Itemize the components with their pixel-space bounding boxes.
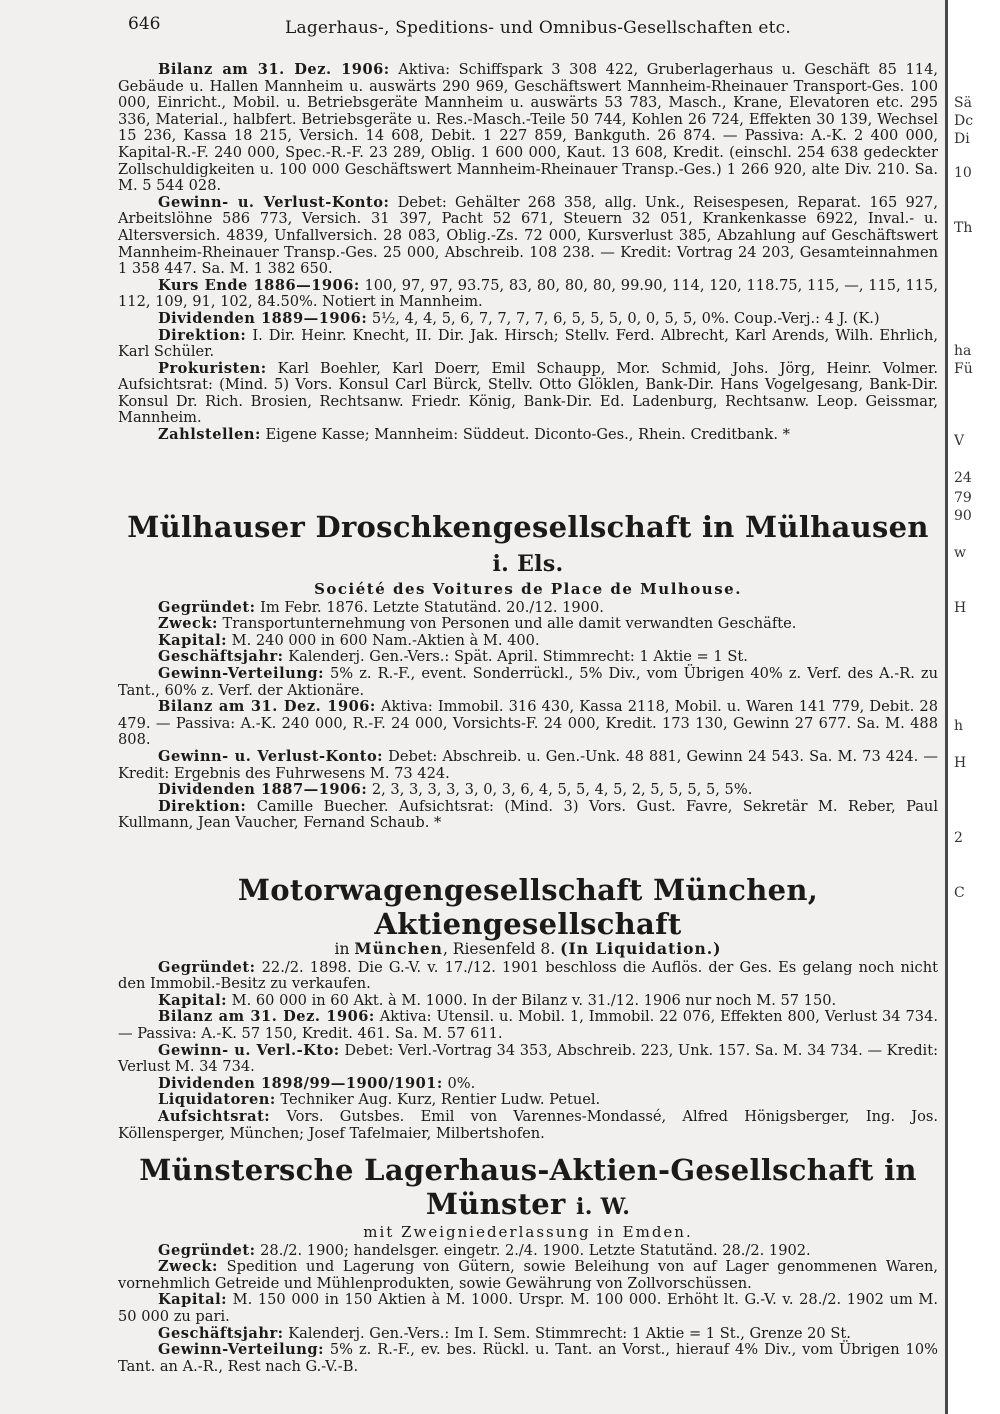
paragraph-text: Vors. Gutsbes. Emil von Varennes-Mondassé, Alfred Hönigsberger, Ing. Jos. Köllensperger, München; Josef Tafelmaier, Milbertshofen. [118,1107,938,1142]
margin-fragment: 79 [954,490,972,506]
margin-fragment: 2 [954,830,963,846]
entry-paragraph [118,666,938,699]
entry-paragraph [118,699,938,749]
paragraph-label: Gewinn- u. Verl.-Kto: [158,1041,340,1059]
entry-paragraph [118,1109,938,1142]
entry-paragraph [118,1092,938,1109]
company-subtitle: Société des Voitures de Place de Mulhouse. [314,580,742,598]
entry-paragraph [118,1043,938,1076]
paragraph-label: Liquidatoren: [158,1091,276,1109]
margin-fragment: 24 [954,470,972,486]
paragraph-label: Zweck: [158,615,218,633]
entry-paragraph [118,195,938,278]
paragraph-label: Bilanz am 31. Dez. 1906: [158,1008,375,1026]
page-binding-edge [945,0,948,1414]
paragraph-text: Debet: Gehälter 268 358, allg. Unk., Reisespesen, Reparat. 165 927, Arbeitslöhne 586 773, Versich. 31 397, Pacht 52 671, Steuern 32 051, Krankenkasse 6922, Inval.- u. Altersversich. 4839, Unfallversich. 28 083, Oblig.-Zs. 72 000, Kursverlust 385, Abzahlung auf Geschäftswert Mannheim-Rheinauer Transp.-Ges. 25 000, Abschreib. 108 238. — Kredit: Vortrag 24 203, Gesamteinnahmen 1 358 447. Sa. M. 1 382 650. [118,193,938,278]
margin-fragment: V [954,433,965,449]
margin-fragment: h [954,718,964,734]
paragraph-text: 2, 3, 3, 3, 3, 3, 0, 3, 6, 4, 5, 5, 4, 5, 2, 5, 5, 5, 5, 5%. [367,781,753,799]
paragraph-text: M. 240 000 in 600 Nam.-Aktien à M. 400. [227,631,540,649]
entry-paragraph [118,1259,938,1292]
paragraph-label: Gewinn- u. Verlust-Konto: [158,747,384,765]
entry-paragraph [118,600,938,617]
entry-muenstersche-lagerhaus [118,1153,938,1375]
entry-paragraph [118,960,938,993]
paragraph-text: M. 60 000 in 60 Akt. à M. 1000. In der Bilanz v. 31./12. 1906 nur noch M. 57 150. [227,991,837,1009]
entry-paragraph [118,633,938,650]
paragraph-label: Gegründet: [158,598,256,616]
paragraph-text: Debet: Abschreib. u. Gen.-Unk. 48 881, Gewinn 24 543. Sa. M. 73 424. — Kredit: Ergebnis des Fuhrwesens M. 73 424. [118,747,938,782]
company-title: Mülhauser Droschkengesellschaft in Mülhausen i. Els. [127,510,929,577]
running-title: Lagerhaus-, Speditions- und Omnibus-Gesellschaften etc. [285,18,791,38]
paragraph-label: Aufsichtsrat: [158,1107,271,1125]
margin-fragment: Th [954,220,973,236]
paragraph-label: Kapital: [158,1291,228,1309]
paragraph-text: Eigene Kasse; Mannheim: Süddeut. Diconto-Ges., Rhein. Creditbank. * [260,426,790,444]
paragraph-text: Aktiva: Immobil. 316 430, Kassa 2118, Mobil. u. Waren 141 779, Debit. 28 479. — Passiva: A.-K. 240 000, R.-F. 24 000, Vorsichts-F. 24 000, Kredit. 173 130, Gewinn 27 677. Sa. M. 488 808. [118,698,938,749]
margin-fragment: Sä [954,95,972,111]
paragraph-label: Gewinn- u. Verlust-Konto: [158,193,390,211]
paragraph-text: 5½, 4, 4, 5, 6, 7, 7, 7, 7, 6, 5, 5, 5, 0, 0, 5, 5, 0%. Coup.-Verj.: 4 J. (K.) [367,309,880,327]
entry-paragraph [118,782,938,799]
margin-fragment: C [954,885,965,901]
paragraph-label: Kurs Ende 1886—1906: [158,276,360,294]
margin-fragment: 10 [954,165,972,181]
entry-muelhauser-droschken [118,510,938,832]
company-subtitle: mit Zweigniederlassung in Emden. [363,1223,693,1241]
entry-paragraph [118,749,938,782]
entry-paragraph [118,62,938,195]
paragraph-text: 22./2. 1898. Die G.-V. v. 17./12. 1901 beschloss die Auflös. der Ges. Es gelang noch nicht den Immobil.-Besitz zu verkaufen. [118,958,938,993]
paragraph-label: Bilanz am 31. Dez. 1906: [158,698,376,716]
margin-fragment: Fü [954,361,973,377]
paragraph-label: Gewinn-Verteilung: [158,664,324,682]
entry-paragraph [118,1342,938,1375]
paragraph-label: Bilanz am 31. Dez. 1906: [158,61,390,78]
margin-fragment: w [954,545,966,561]
entry-paragraph [118,993,938,1010]
margin-fragment: H [954,755,967,771]
entry-paragraph [118,1292,938,1325]
paragraph-label: Zahlstellen: [158,426,261,444]
entry-paragraph [118,1009,938,1042]
adjacent-page-margin [948,0,1000,1414]
page-number: 646 [128,14,161,34]
paragraph-text: Kalenderj. Gen.-Vers.: Spät. April. Stimmrecht: 1 Aktie = 1 St. [283,648,748,666]
entry-paragraph [118,361,938,427]
entry-paragraph [118,616,938,633]
entry-paragraph [118,1326,938,1343]
paragraph-text: M. 150 000 in 150 Aktien à M. 1000. Urspr. M. 100 000. Erhöht lt. G.-V. v. 28./2. 1902 um M. 50 000 zu pari. [118,1291,938,1325]
entry-paragraph [118,1076,938,1093]
paragraph-label: Prokuristen: [158,359,267,377]
paragraph-text: 100, 97, 97, 93.75, 83, 80, 80, 80, 99.90, 114, 120, 118.75, 115, —, 115, 115, 112, 109, 91, 102, 84.50%. Notiert in Mannheim. [118,276,938,311]
company-title: Münstersche Lagerhaus-Aktien-Gesellschaft in Münster i. W. [139,1153,917,1221]
paragraph-label: Dividenden 1898/99—1900/1901: [158,1074,443,1092]
entry-paragraph [118,427,938,444]
company-subtitle: in München, Riesenfeld 8. (In Liquidation.) [334,939,722,958]
paragraph-label: Direktion: [158,797,247,815]
entry-continued [118,62,938,444]
paragraph-text: Transportunternehmung von Personen und alle damit verwandten Geschäfte. [217,615,797,633]
paragraph-text: 0%. [442,1074,476,1092]
paragraph-text: I. Dir. Heinr. Knecht, II. Dir. Jak. Hirsch; Stellv. Ferd. Albrecht, Karl Arends, Wilh. Ehrlich, Karl Schüler. [118,326,938,361]
company-title: Motorwagengesellschaft München, Aktiengesellschaft [237,873,819,941]
paragraph-label: Kapital: [158,631,228,649]
paragraph-label: Gegründet: [158,1241,256,1259]
paragraph-label: Dividenden 1887—1906: [158,781,368,799]
entry-paragraph [118,1243,938,1260]
paragraph-text: 28./2. 1900; handelsger. eingetr. 2./4. 1900. Letzte Statutänd. 28./2. 1902. [255,1241,811,1259]
paragraph-label: Direktion: [158,326,247,344]
paragraph-label: Geschäftsjahr: [158,648,284,666]
paragraph-label: Zweck: [158,1258,218,1276]
paragraph-text: Karl Boehler, Karl Doerr, Emil Schaupp, Mor. Schmid, Johs. Jörg, Heinr. Volmer. Aufsichtsrat: (Mind. 5) Vors. Konsul Carl Bürck, Stellv. Otto Glöklen, Bank-Dir. Hans Vogelgesang, Bank-Dir. Konsul Dr. Rich. Brosien, Rechtsanw. Friedr. König, Bank-Dir. Ed. Ladenburg, Rechtsanw. Leop. Geissmar, Mannheim. [118,359,938,427]
entry-paragraph [118,799,938,832]
paragraph-label: Geschäftsjahr: [158,1324,284,1342]
paragraph-text: Im Febr. 1876. Letzte Statutänd. 20./12. 1900. [255,598,604,616]
paragraph-label: Gewinn-Verteilung: [158,1341,324,1359]
paragraph-label: Dividenden 1889—1906: [158,309,368,327]
margin-fragment: 90 [954,508,972,524]
paragraph-label: Kapital: [158,991,228,1009]
paragraph-text: Aktiva: Schiffspark 3 308 422, Gruberlagerhaus u. Geschäft 85 114, Gebäude u. Hallen Mannheim u. auswärts 290 969, Geschäftswert Mannheim-Rheinauer Transport-Ges. 100 000, Einricht., Mobil. u. Betriebsgeräte Mannheim u. auswärts 53 783, Masch., Krane, Elevatoren etc. 295 336, Material., halbfert. Betriebsgeräte u. Res.-Masch.-Teile 50 744, Kohlen 26 724, Effekten 30 139, Wechsel 15 236, Kassa 18 215, Versich. 14 608, Debit. 1 227 859, Bankguth. 26 874. — Passiva: A.-K. 2 400 000, Kapital-R.-F. 240 000, Spec.-R.-F. 23 289, Oblig. 1 600 000, Kaut. 13 608, Kredit. (einschl. 254 638 gedeckter Zollschuldigkeiten u. 100 000 Geschäftswert Mannheim-Rheinauer Transp.-Ges.) 1 266 920, alte Div. 210. Sa. M. 5 544 028. [118,61,939,195]
entry-motorwagen-muenchen [118,873,938,1142]
paragraph-text: Debet: Verl.-Vortrag 34 353, Abschreib. 223, Unk. 157. Sa. M. 34 734. — Kredit: Verlust M. 34 734. [118,1041,938,1076]
paragraph-text: 5% z. R.-F., event. Sonderrückl., 5% Div., vom Übrigen 40% z. Verf. des A.-R. zu Tant., 60% z. Verf. der Aktionäre. [118,664,938,699]
margin-fragment: Dc [954,113,974,129]
margin-fragment: H [954,600,967,616]
paragraph-text: Camille Buecher. Aufsichtsrat: (Mind. 3) Vors. Gust. Favre, Sekretär M. Reber, Paul Kullmann, Jean Vaucher, Fernand Schaub. * [118,797,938,832]
entry-paragraph [118,311,938,328]
paragraph-text: 5% z. R.-F., ev. bes. Rückl. u. Tant. an Vorst., hierauf 4% Div., vom Übrigen 10% Tant. an A.-R., Rest nach G.-V.-B. [118,1341,938,1375]
entry-paragraph [118,328,938,361]
paragraph-text: Techniker Aug. Kurz, Rentier Ludw. Petuel. [275,1091,601,1109]
entry-paragraph [118,278,938,311]
paragraph-label: Gegründet: [158,958,256,976]
margin-fragment: Di [954,131,970,147]
entry-paragraph [118,649,938,666]
paragraph-text: Kalenderj. Gen.-Vers.: Im I. Sem. Stimmrecht: 1 Aktie = 1 St., Grenze 20 St. [283,1324,851,1342]
paragraph-text: Aktiva: Utensil. u. Mobil. 1, Immobil. 22 076, Effekten 800, Verlust 34 734. — Passiva: A.-K. 57 150, Kredit. 461. Sa. M. 57 611. [118,1008,938,1042]
paragraph-text: Spedition und Lagerung von Gütern, sowie Beleihung von auf Lager genommenen Waren, vornehmlich Getreide und Mühlenprodukten, sowie Gewährung von Zollvorschüssen. [118,1258,938,1292]
margin-fragment: ha [954,343,972,359]
